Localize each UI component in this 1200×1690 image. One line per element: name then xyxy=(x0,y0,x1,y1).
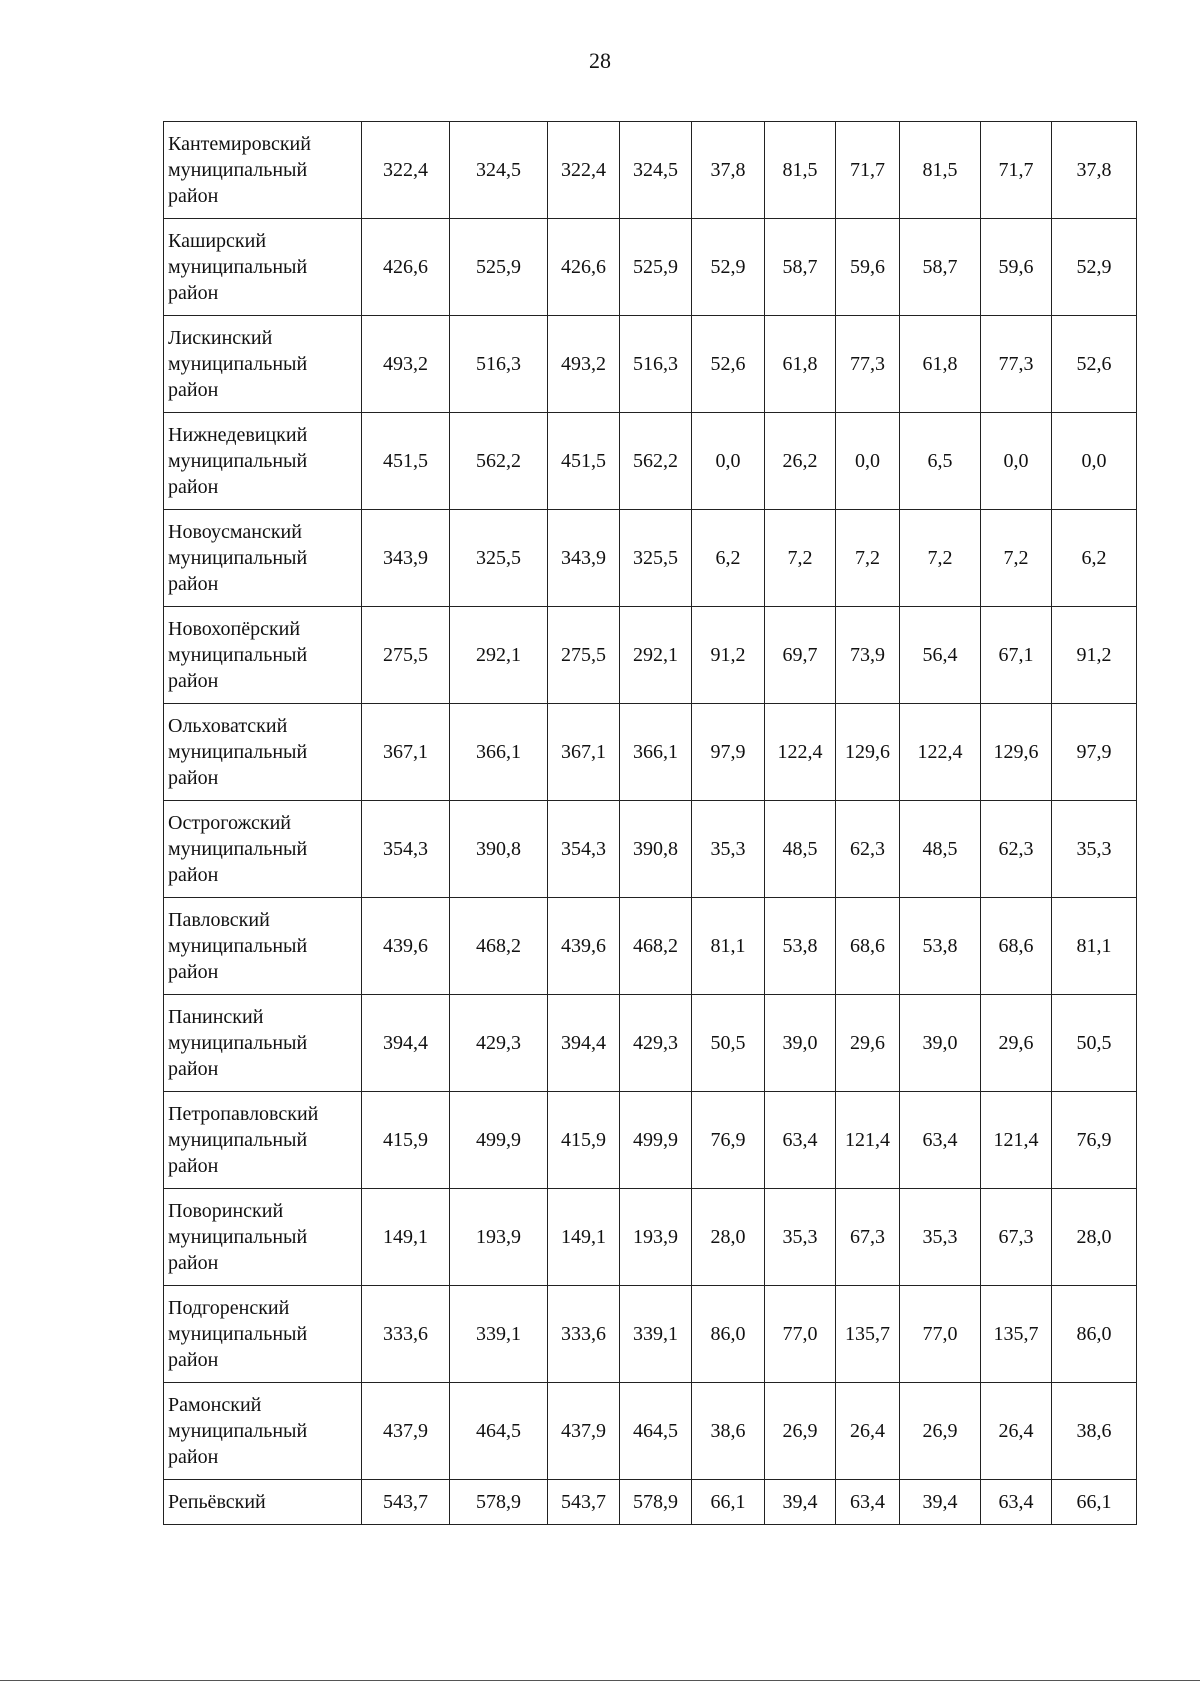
value-cell: 333,6 xyxy=(362,1286,450,1383)
district-name-line: муниципальный xyxy=(168,741,308,763)
value-cell: 69,7 xyxy=(765,607,836,704)
district-name-line: Острогожский xyxy=(168,812,291,834)
table-row xyxy=(164,607,1137,704)
district-name-line: Поворинский xyxy=(168,1200,284,1222)
district-name-line: муниципальный xyxy=(168,159,308,181)
value-cell: 0,0 xyxy=(1052,413,1137,510)
value-cell: 48,5 xyxy=(900,801,981,898)
district-name-line: муниципальный xyxy=(168,450,308,472)
value-cell: 66,1 xyxy=(1052,1480,1137,1525)
value-cell: 324,5 xyxy=(450,122,548,219)
value-cell: 322,4 xyxy=(362,122,450,219)
table-row xyxy=(164,704,1137,801)
district-name-line: район xyxy=(168,1349,219,1371)
district-name-line: муниципальный xyxy=(168,1420,308,1442)
page-number: 28 xyxy=(589,48,611,73)
value-cell: 193,9 xyxy=(450,1189,548,1286)
district-name-line: Панинский xyxy=(168,1006,264,1028)
value-cell: 58,7 xyxy=(765,219,836,316)
value-cell: 71,7 xyxy=(836,122,900,219)
value-cell: 29,6 xyxy=(981,995,1052,1092)
value-cell: 292,1 xyxy=(620,607,692,704)
value-cell: 52,9 xyxy=(1052,219,1137,316)
district-name-line: район xyxy=(168,670,219,692)
value-cell: 333,6 xyxy=(548,1286,620,1383)
value-cell: 394,4 xyxy=(548,995,620,1092)
district-name-line: Лискинский xyxy=(168,327,273,349)
value-cell: 7,2 xyxy=(765,510,836,607)
value-cell: 81,5 xyxy=(900,122,981,219)
value-cell: 63,4 xyxy=(981,1480,1052,1525)
value-cell: 86,0 xyxy=(692,1286,765,1383)
table-row xyxy=(164,1286,1137,1383)
district-name-line: муниципальный xyxy=(168,256,308,278)
value-cell: 429,3 xyxy=(620,995,692,1092)
value-cell: 367,1 xyxy=(548,704,620,801)
value-cell: 543,7 xyxy=(548,1480,620,1525)
value-cell: 62,3 xyxy=(836,801,900,898)
value-cell: 429,3 xyxy=(450,995,548,1092)
table-row xyxy=(164,1092,1137,1189)
value-cell: 35,3 xyxy=(1052,801,1137,898)
value-cell: 6,5 xyxy=(900,413,981,510)
value-cell: 122,4 xyxy=(765,704,836,801)
value-cell: 121,4 xyxy=(981,1092,1052,1189)
district-name-cell xyxy=(164,1189,362,1286)
value-cell: 53,8 xyxy=(765,898,836,995)
value-cell: 62,3 xyxy=(981,801,1052,898)
district-name-line: муниципальный xyxy=(168,1226,308,1248)
value-cell: 135,7 xyxy=(981,1286,1052,1383)
value-cell: 525,9 xyxy=(450,219,548,316)
district-name-line: муниципальный xyxy=(168,838,308,860)
value-cell: 437,9 xyxy=(362,1383,450,1480)
table-row xyxy=(164,995,1137,1092)
value-cell: 6,2 xyxy=(1052,510,1137,607)
value-cell: 52,6 xyxy=(1052,316,1137,413)
district-name-line: муниципальный xyxy=(168,1323,308,1345)
value-cell: 390,8 xyxy=(620,801,692,898)
value-cell: 39,4 xyxy=(765,1480,836,1525)
district-name-line: Репьёвский xyxy=(168,1491,266,1513)
value-cell: 73,9 xyxy=(836,607,900,704)
value-cell: 59,6 xyxy=(836,219,900,316)
value-cell: 325,5 xyxy=(620,510,692,607)
value-cell: 77,0 xyxy=(900,1286,981,1383)
value-cell: 135,7 xyxy=(836,1286,900,1383)
value-cell: 35,3 xyxy=(765,1189,836,1286)
value-cell: 193,9 xyxy=(620,1189,692,1286)
table-row xyxy=(164,1189,1137,1286)
value-cell: 77,0 xyxy=(765,1286,836,1383)
value-cell: 499,9 xyxy=(620,1092,692,1189)
district-name-line: район xyxy=(168,767,219,789)
district-name-line: район xyxy=(168,1252,219,1274)
table-row xyxy=(164,122,1137,219)
district-name-line: муниципальный xyxy=(168,644,308,666)
value-cell: 97,9 xyxy=(692,704,765,801)
value-cell: 367,1 xyxy=(362,704,450,801)
district-name-cell xyxy=(164,607,362,704)
value-cell: 53,8 xyxy=(900,898,981,995)
value-cell: 468,2 xyxy=(450,898,548,995)
value-cell: 61,8 xyxy=(900,316,981,413)
value-cell: 28,0 xyxy=(692,1189,765,1286)
table-row xyxy=(164,413,1137,510)
district-name-line: Новохопёрский xyxy=(168,618,301,640)
value-cell: 516,3 xyxy=(450,316,548,413)
value-cell: 525,9 xyxy=(620,219,692,316)
value-cell: 451,5 xyxy=(548,413,620,510)
value-cell: 0,0 xyxy=(692,413,765,510)
value-cell: 468,2 xyxy=(620,898,692,995)
district-name-line: район xyxy=(168,379,219,401)
district-name-line: район xyxy=(168,961,219,983)
district-name-cell xyxy=(164,316,362,413)
value-cell: 129,6 xyxy=(836,704,900,801)
value-cell: 390,8 xyxy=(450,801,548,898)
value-cell: 63,4 xyxy=(765,1092,836,1189)
value-cell: 493,2 xyxy=(362,316,450,413)
value-cell: 426,6 xyxy=(362,219,450,316)
value-cell: 68,6 xyxy=(981,898,1052,995)
value-cell: 0,0 xyxy=(981,413,1052,510)
district-name-line: район xyxy=(168,1058,219,1080)
value-cell: 26,9 xyxy=(765,1383,836,1480)
value-cell: 76,9 xyxy=(1052,1092,1137,1189)
value-cell: 292,1 xyxy=(450,607,548,704)
value-cell: 339,1 xyxy=(620,1286,692,1383)
value-cell: 562,2 xyxy=(450,413,548,510)
district-name-cell xyxy=(164,1092,362,1189)
value-cell: 7,2 xyxy=(836,510,900,607)
value-cell: 67,3 xyxy=(981,1189,1052,1286)
value-cell: 464,5 xyxy=(450,1383,548,1480)
value-cell: 67,3 xyxy=(836,1189,900,1286)
value-cell: 516,3 xyxy=(620,316,692,413)
value-cell: 63,4 xyxy=(900,1092,981,1189)
value-cell: 91,2 xyxy=(692,607,765,704)
table-row xyxy=(164,510,1137,607)
value-cell: 29,6 xyxy=(836,995,900,1092)
value-cell: 578,9 xyxy=(450,1480,548,1525)
value-cell: 81,1 xyxy=(692,898,765,995)
value-cell: 464,5 xyxy=(620,1383,692,1480)
value-cell: 39,0 xyxy=(765,995,836,1092)
district-name-line: муниципальный xyxy=(168,1032,308,1054)
district-name-line: район xyxy=(168,864,219,886)
value-cell: 343,9 xyxy=(548,510,620,607)
value-cell: 439,6 xyxy=(362,898,450,995)
value-cell: 38,6 xyxy=(692,1383,765,1480)
value-cell: 81,1 xyxy=(1052,898,1137,995)
district-name-cell xyxy=(164,898,362,995)
value-cell: 66,1 xyxy=(692,1480,765,1525)
value-cell: 354,3 xyxy=(548,801,620,898)
district-name-cell xyxy=(164,1286,362,1383)
district-name-line: Рамонский xyxy=(168,1394,262,1416)
value-cell: 26,4 xyxy=(981,1383,1052,1480)
district-name-cell xyxy=(164,995,362,1092)
value-cell: 39,0 xyxy=(900,995,981,1092)
value-cell: 339,1 xyxy=(450,1286,548,1383)
bottom-rule xyxy=(0,1680,1200,1681)
value-cell: 26,2 xyxy=(765,413,836,510)
value-cell: 63,4 xyxy=(836,1480,900,1525)
value-cell: 437,9 xyxy=(548,1383,620,1480)
value-cell: 50,5 xyxy=(1052,995,1137,1092)
district-name-line: Ольховатский xyxy=(168,715,288,737)
district-name-line: район xyxy=(168,573,219,595)
value-cell: 562,2 xyxy=(620,413,692,510)
value-cell: 129,6 xyxy=(981,704,1052,801)
district-name-line: район xyxy=(168,185,219,207)
value-cell: 493,2 xyxy=(548,316,620,413)
value-cell: 76,9 xyxy=(692,1092,765,1189)
district-name-cell xyxy=(164,1480,362,1525)
district-name-line: Павловский xyxy=(168,909,270,931)
value-cell: 343,9 xyxy=(362,510,450,607)
value-cell: 0,0 xyxy=(836,413,900,510)
district-name-line: Каширский xyxy=(168,230,267,252)
district-name-line: Кантемировский xyxy=(168,133,311,155)
district-name-cell xyxy=(164,122,362,219)
district-name-line: муниципальный xyxy=(168,547,308,569)
value-cell: 48,5 xyxy=(765,801,836,898)
value-cell: 81,5 xyxy=(765,122,836,219)
value-cell: 35,3 xyxy=(900,1189,981,1286)
value-cell: 149,1 xyxy=(548,1189,620,1286)
district-data-table xyxy=(163,121,1137,1525)
district-name-cell xyxy=(164,1383,362,1480)
district-name-cell xyxy=(164,801,362,898)
value-cell: 50,5 xyxy=(692,995,765,1092)
district-name-cell xyxy=(164,413,362,510)
table-row xyxy=(164,1383,1137,1480)
value-cell: 121,4 xyxy=(836,1092,900,1189)
value-cell: 122,4 xyxy=(900,704,981,801)
value-cell: 426,6 xyxy=(548,219,620,316)
value-cell: 52,9 xyxy=(692,219,765,316)
value-cell: 97,9 xyxy=(1052,704,1137,801)
table-row xyxy=(164,316,1137,413)
value-cell: 35,3 xyxy=(692,801,765,898)
value-cell: 415,9 xyxy=(362,1092,450,1189)
table-body xyxy=(164,122,1137,1525)
district-name-line: район xyxy=(168,1446,219,1468)
value-cell: 322,4 xyxy=(548,122,620,219)
value-cell: 7,2 xyxy=(900,510,981,607)
value-cell: 394,4 xyxy=(362,995,450,1092)
table-row xyxy=(164,801,1137,898)
value-cell: 28,0 xyxy=(1052,1189,1137,1286)
value-cell: 415,9 xyxy=(548,1092,620,1189)
value-cell: 77,3 xyxy=(981,316,1052,413)
district-name-line: район xyxy=(168,1155,219,1177)
district-name-cell xyxy=(164,219,362,316)
district-name-line: муниципальный xyxy=(168,1129,308,1151)
table-row xyxy=(164,898,1137,995)
value-cell: 39,4 xyxy=(900,1480,981,1525)
value-cell: 71,7 xyxy=(981,122,1052,219)
district-name-line: муниципальный xyxy=(168,935,308,957)
value-cell: 543,7 xyxy=(362,1480,450,1525)
value-cell: 56,4 xyxy=(900,607,981,704)
value-cell: 67,1 xyxy=(981,607,1052,704)
value-cell: 37,8 xyxy=(692,122,765,219)
value-cell: 275,5 xyxy=(362,607,450,704)
value-cell: 324,5 xyxy=(620,122,692,219)
value-cell: 354,3 xyxy=(362,801,450,898)
district-name-line: Нижнедевицкий xyxy=(168,424,308,446)
value-cell: 86,0 xyxy=(1052,1286,1137,1383)
value-cell: 325,5 xyxy=(450,510,548,607)
value-cell: 58,7 xyxy=(900,219,981,316)
district-name-line: Новоусманский xyxy=(168,521,302,543)
value-cell: 6,2 xyxy=(692,510,765,607)
value-cell: 26,4 xyxy=(836,1383,900,1480)
district-name-line: Подгоренский xyxy=(168,1297,290,1319)
value-cell: 77,3 xyxy=(836,316,900,413)
value-cell: 38,6 xyxy=(1052,1383,1137,1480)
table-row xyxy=(164,1480,1137,1525)
value-cell: 275,5 xyxy=(548,607,620,704)
district-name-line: Петропавловский xyxy=(168,1103,319,1125)
value-cell: 26,9 xyxy=(900,1383,981,1480)
value-cell: 439,6 xyxy=(548,898,620,995)
value-cell: 68,6 xyxy=(836,898,900,995)
value-cell: 366,1 xyxy=(450,704,548,801)
value-cell: 451,5 xyxy=(362,413,450,510)
district-name-cell xyxy=(164,510,362,607)
value-cell: 578,9 xyxy=(620,1480,692,1525)
district-name-line: муниципальный xyxy=(168,353,308,375)
value-cell: 149,1 xyxy=(362,1189,450,1286)
district-name-line: район xyxy=(168,282,219,304)
value-cell: 37,8 xyxy=(1052,122,1137,219)
value-cell: 52,6 xyxy=(692,316,765,413)
value-cell: 499,9 xyxy=(450,1092,548,1189)
district-name-cell xyxy=(164,704,362,801)
value-cell: 91,2 xyxy=(1052,607,1137,704)
value-cell: 61,8 xyxy=(765,316,836,413)
value-cell: 7,2 xyxy=(981,510,1052,607)
district-name-line: район xyxy=(168,476,219,498)
value-cell: 59,6 xyxy=(981,219,1052,316)
value-cell: 366,1 xyxy=(620,704,692,801)
table-row xyxy=(164,219,1137,316)
